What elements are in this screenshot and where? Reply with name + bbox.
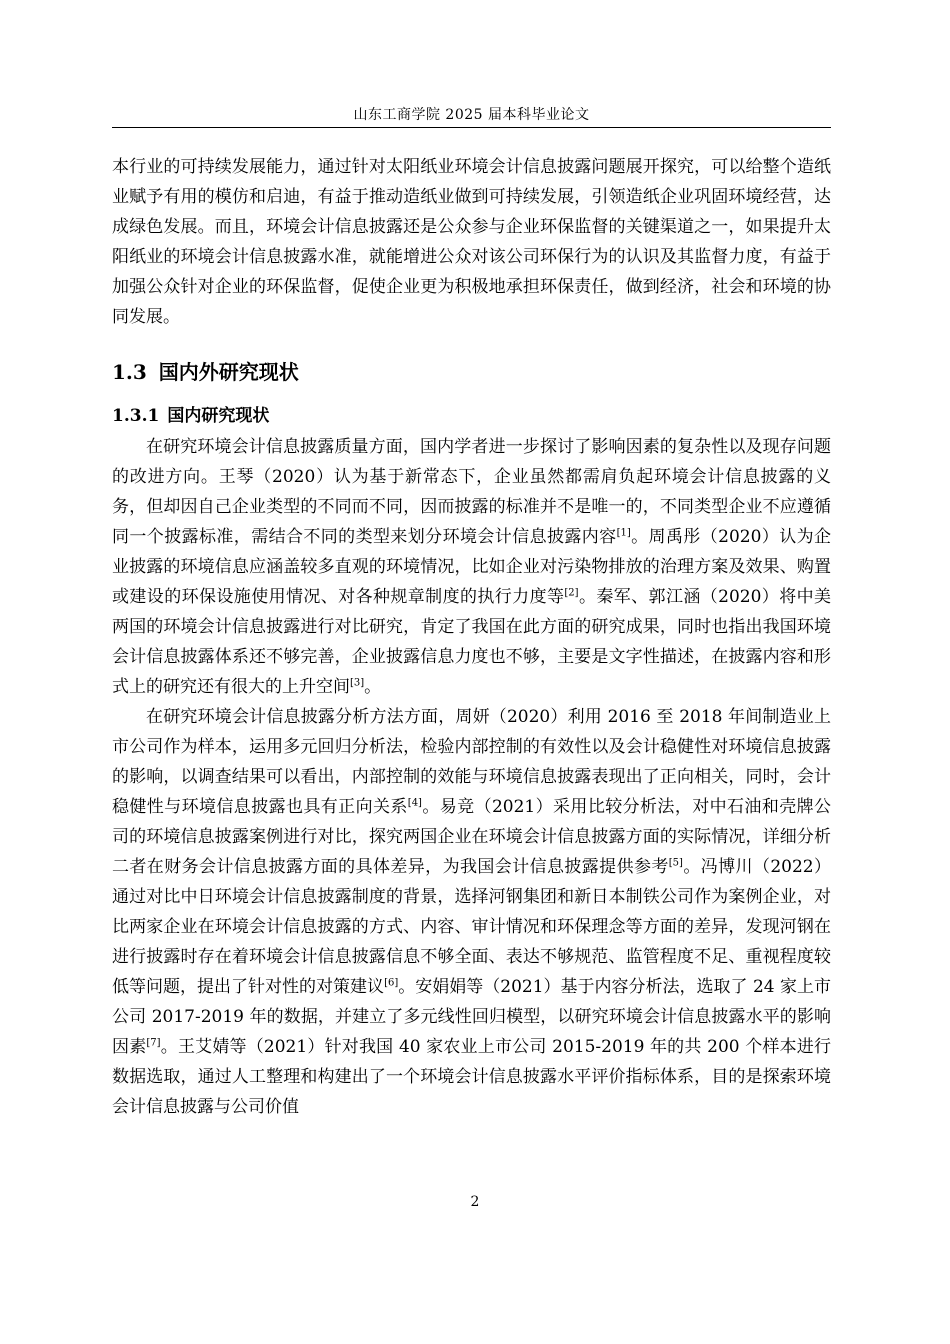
intro-paragraph: 本行业的可持续发展能力，通过针对太阳纸业环境会计信息披露问题展开探究，可以给整个造纸业赋予有用的模仿和启迪，有益于推动造纸业做到可持续发展，引领造纸企业巩固环境经营，达成绿色发展。而且，环境会计信息披露还是公众参与企业环保监督的关键渠道之一，如果提升太阳纸业的环境会计信息披露水准，就能增进公众对该公司环保行为的认识及其监督力度，有益于加强公众针对企业的环保监督，促使企业更为积极地承担环保责任，做到经济，社会和环境的协同发展。 [112, 157, 831, 327]
para2-text-3: 。冯博川（2022）通过对比中日环境会计信息披露制度的背景，选择河钢集团和新日本制铁公司作为案例企业，对比两家企业在环境会计信息披露的方式、内容、审计情况和环保理念等方面的差异，发现河钢在进行披露时存在着环境会计信息披露信息不够全面、表达不够规范、监管程度不足、重视程度较低等问题，提出了针对性的对策建议 [112, 857, 832, 997]
section-number: 1.3 [112, 360, 147, 384]
page-number: 2 [470, 1194, 480, 1210]
page-header: 山东工商学院 2025 届本科毕业论文 [353, 107, 590, 123]
citation-ref-6: [6] [384, 977, 399, 989]
para1-text-3: 。秦军、郭江涵（2020）将中美两国的环境会计信息披露进行对比研究，肯定了我国在此方面的研究成果，同时也指出我国环境会计信息披露体系还不够完善，企业披露信息力度也不够，主要是文字性描述，在披露内容和形式上的研究还有很大的上升空间 [112, 587, 831, 697]
paragraph-2 [112, 702, 831, 1122]
section-title: 国内外研究现状 [158, 360, 299, 384]
section-heading [112, 357, 299, 387]
subsection-title: 国内研究现状 [167, 406, 270, 426]
para1-text-1: 在研究环境会计信息披露质量方面，国内学者进一步探讨了影响因素的复杂性以及现存问题的改进方向。王琴（2020）认为基于新常态下，企业虽然都需肩负起环境会计信息披露的义务，但却因自己企业类型的不同而不同，因而披露的标准并不是唯一的，不同类型企业不应遵循同一个披露标准，需结合不同的类型来划分环境会计信息披露内容 [112, 437, 831, 547]
para2-text-1: 在研究环境会计信息披露分析方法方面，周妍（2020）利用 2016 至 2018 年间制造业上市公司作为样本，运用多元回归分析法，检验内部控制的有效性以及会计稳健性对环境信息披露的影响，以调查结果可以看出，内部控制的效能与环境信息披露表现出了正向相关，同时，会计稳健性与环境信息披露也具有正向关系 [112, 707, 831, 817]
para2-text-4: 。安娟娟等（2021）基于内容分析法，选取了 24 家上市公司 2017-2019 年的数据，并建立了多元线性回归模型，以研究环境会计信息披露水平的影响因素 [112, 977, 832, 1057]
paragraph-1 [112, 432, 831, 702]
main-body [112, 432, 831, 1122]
citation-ref-7: [7] [146, 1037, 161, 1049]
para2-text-5: 。王艾婧等（2021）针对我国 40 家农业上市公司 2015-2019 年的共 200 个样本进行数据选取，通过人工整理和构建出了一个环境会计信息披露水平评价指标体系，目的是探索环境会计信息披露与公司价值 [112, 1037, 831, 1117]
citation-ref-4: [4] [407, 797, 422, 809]
citation-ref-1: [1] [616, 527, 631, 539]
para1-text-4: 。 [364, 677, 382, 697]
para2-text-2: 。易竞（2021）采用比较分析法，对中石油和壳牌公司的环境信息披露案例进行对比，探究两国企业在环境会计信息披露方面的实际情况，详细分析二者在财务会计信息披露方面的具体差异，为我国会计信息披露提供参考 [112, 797, 832, 877]
citation-ref-5: [5] [668, 857, 683, 869]
subsection-heading [112, 403, 269, 429]
subsection-number: 1.3.1 [112, 406, 160, 426]
intro-block [112, 152, 831, 332]
para1-text-2: 。周禹彤（2020）认为企业披露的环境信息应涵盖较多直观的环境情况，比如企业对污染物排放的治理方案及效果、购置或建设的环保设施使用情况、对各种规章制度的执行力度等 [112, 527, 832, 607]
citation-ref-2: [2] [564, 587, 579, 599]
citation-ref-3: [3] [350, 677, 365, 689]
header-rule [112, 127, 831, 128]
